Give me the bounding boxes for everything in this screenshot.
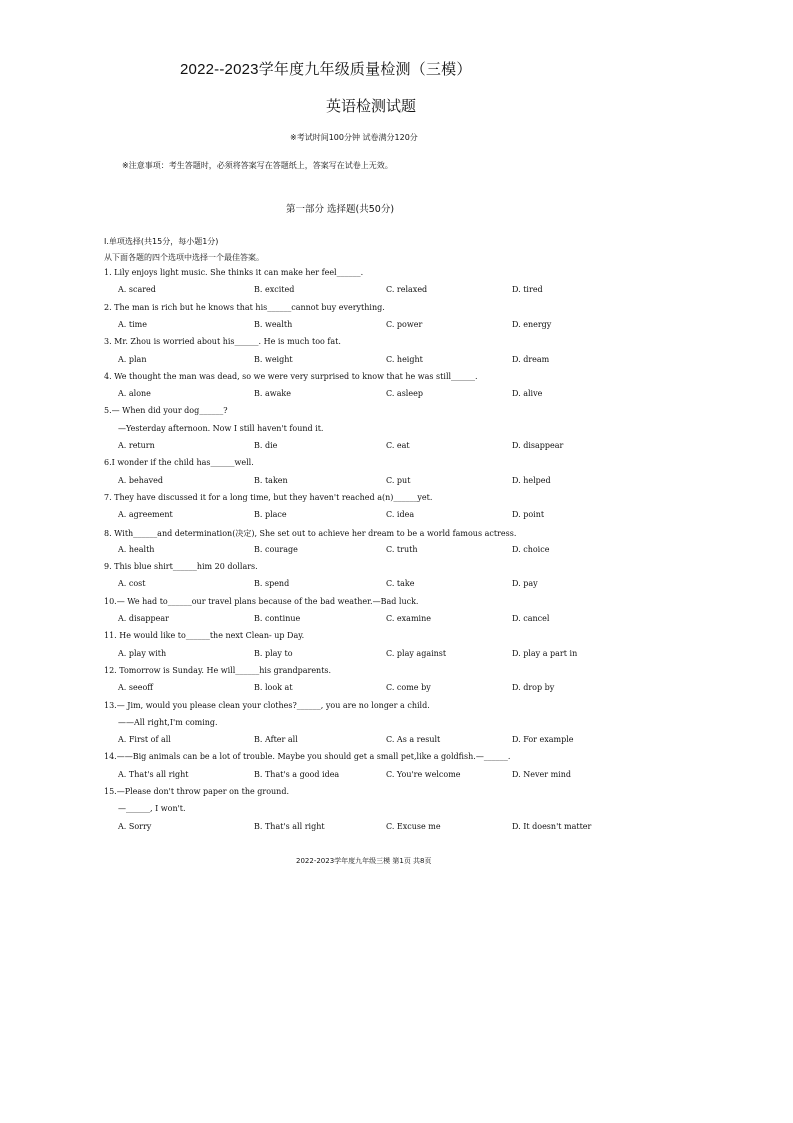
question-option: B. wealth	[254, 319, 293, 329]
question-option: A. alone	[118, 389, 151, 399]
question-option: D. point	[512, 510, 545, 520]
question-option: D. cancel	[512, 614, 550, 623]
question-stem: 15.—Please don't throw paper on the ground.	[104, 787, 289, 796]
question-option: B. place	[254, 510, 287, 520]
question-option: A. time	[118, 319, 147, 329]
question-option: C. come by	[386, 683, 431, 693]
question-option: C. play against	[386, 648, 447, 658]
question-option: D. It doesn't matter	[512, 821, 592, 831]
question-option: D. disappear	[512, 441, 564, 450]
question-stem: 7. They have discussed it for a long time, but they haven't reached a(n)______yet.	[104, 492, 433, 502]
exam-title: 2022--2023学年度九年级质量检测（三模）	[180, 61, 472, 78]
exam-info: ※考试时间100分钟 试卷满分120分	[290, 133, 418, 142]
question-option: A. plan	[118, 354, 147, 364]
question-option: D. pay	[512, 579, 538, 589]
exam-subtitle: 英语检测试题	[326, 98, 417, 115]
question-option: C. take	[386, 579, 415, 589]
question-dialogue-line: —Yesterday afternoon. Now I still haven't found it.	[118, 423, 324, 433]
question-option: D. alive	[512, 389, 543, 399]
question-stem: 8. With______and determination(决定), She set out to achieve her dream to be a world famous actress.	[104, 528, 517, 538]
page-footer: 2022-2023学年度九年级三模 第1页 共8页	[296, 857, 432, 865]
part-heading: 第一部分 选择题(共50分)	[286, 204, 395, 215]
question-dialogue-line: —______, I won't.	[118, 804, 186, 814]
question-option: A. Sorry	[118, 821, 152, 831]
question-option: C. relaxed	[386, 285, 428, 295]
question-stem: 5.— When did your dog______?	[104, 406, 228, 416]
question-option: B. continue	[254, 614, 301, 623]
question-option: C. Excuse me	[386, 821, 441, 831]
question-option: A. seeoff	[118, 683, 153, 693]
question-option: B. That's a good idea	[254, 769, 340, 779]
question-option: C. examine	[386, 614, 431, 623]
question-option: B. excited	[254, 285, 295, 295]
question-option: D. Never mind	[512, 769, 571, 779]
question-option: C. eat	[386, 441, 410, 450]
question-option: C. truth	[386, 544, 418, 554]
question-stem: 2. The man is rich but he knows that his______cannot buy everything.	[104, 302, 385, 312]
question-option: B. spend	[254, 579, 290, 589]
question-option: D. energy	[512, 319, 552, 329]
question-option: B. weight	[254, 354, 293, 364]
question-stem: 9. This blue shirt______him 20 dollars.	[104, 562, 258, 572]
question-option: C. As a result	[386, 735, 441, 745]
question-option: A. health	[118, 544, 155, 554]
question-dialogue-line: ——All right,I'm coming.	[118, 717, 218, 727]
question-option: D. drop by	[512, 683, 555, 693]
question-option: A. That's all right	[118, 769, 189, 779]
question-option: A. return	[118, 441, 155, 450]
question-option: B. That's all right	[254, 821, 325, 831]
exam-notice: ※注意事项：考生答题时，必须将答案写在答题纸上，答案写在试卷上无效。	[122, 161, 393, 170]
section-instruction: 从下面各题的四个选项中选择一个最佳答案。	[104, 253, 264, 262]
question-option: D. play a part in	[512, 648, 578, 658]
question-option: C. You're welcome	[386, 769, 461, 779]
question-option: A. behaved	[118, 475, 164, 485]
question-option: B. taken	[254, 475, 288, 485]
question-stem: 3. Mr. Zhou is worried about his______. He is much too fat.	[104, 337, 341, 347]
question-option: A. agreement	[118, 510, 173, 520]
question-stem: 4. We thought the man was dead, so we were very surprised to know that he was still______.	[104, 371, 478, 381]
question-option: D. choice	[512, 544, 550, 554]
question-stem: 6.I wonder if the child has______well.	[104, 458, 254, 468]
question-option: D. tired	[512, 285, 543, 295]
question-stem: 12. Tomorrow is Sunday. He will______his grandparents.	[104, 665, 332, 675]
question-option: D. helped	[512, 475, 551, 485]
question-option: C. idea	[386, 510, 415, 520]
question-stem: 11. He would like to______the next Clean- up Day.	[104, 631, 305, 641]
question-option: B. die	[254, 441, 278, 450]
question-option: B. play to	[254, 648, 293, 658]
question-option: A. First of all	[118, 735, 171, 745]
question-option: D. For example	[512, 735, 574, 745]
question-option: B. courage	[254, 544, 298, 554]
question-option: D. dream	[512, 354, 550, 364]
question-stem: 14.——Big animals can be a lot of trouble. Maybe you should get a small pet,like a goldfish.—______.	[104, 752, 511, 762]
question-option: B. awake	[254, 389, 291, 399]
question-stem: 1. Lily enjoys light music. She thinks it can make her feel______.	[104, 268, 364, 277]
question-option: B. look at	[254, 683, 293, 693]
question-option: C. asleep	[386, 389, 423, 399]
section-title: I.单项选择(共15分，每小题1分)	[104, 237, 219, 246]
question-option: B. After all	[254, 735, 298, 745]
question-option: C. height	[386, 354, 423, 364]
question-option: C. put	[386, 475, 411, 485]
question-stem: 10.— We had to______our travel plans because of the bad weather.—Bad luck.	[104, 596, 419, 606]
question-option: C. power	[386, 319, 423, 329]
question-option: A. cost	[118, 579, 146, 589]
question-option: A. play with	[118, 648, 167, 658]
question-stem: 13.— Jim, would you please clean your clothes?______, you are no longer a child.	[104, 700, 430, 710]
question-option: A. disappear	[118, 614, 169, 623]
question-option: A. scared	[118, 285, 156, 295]
